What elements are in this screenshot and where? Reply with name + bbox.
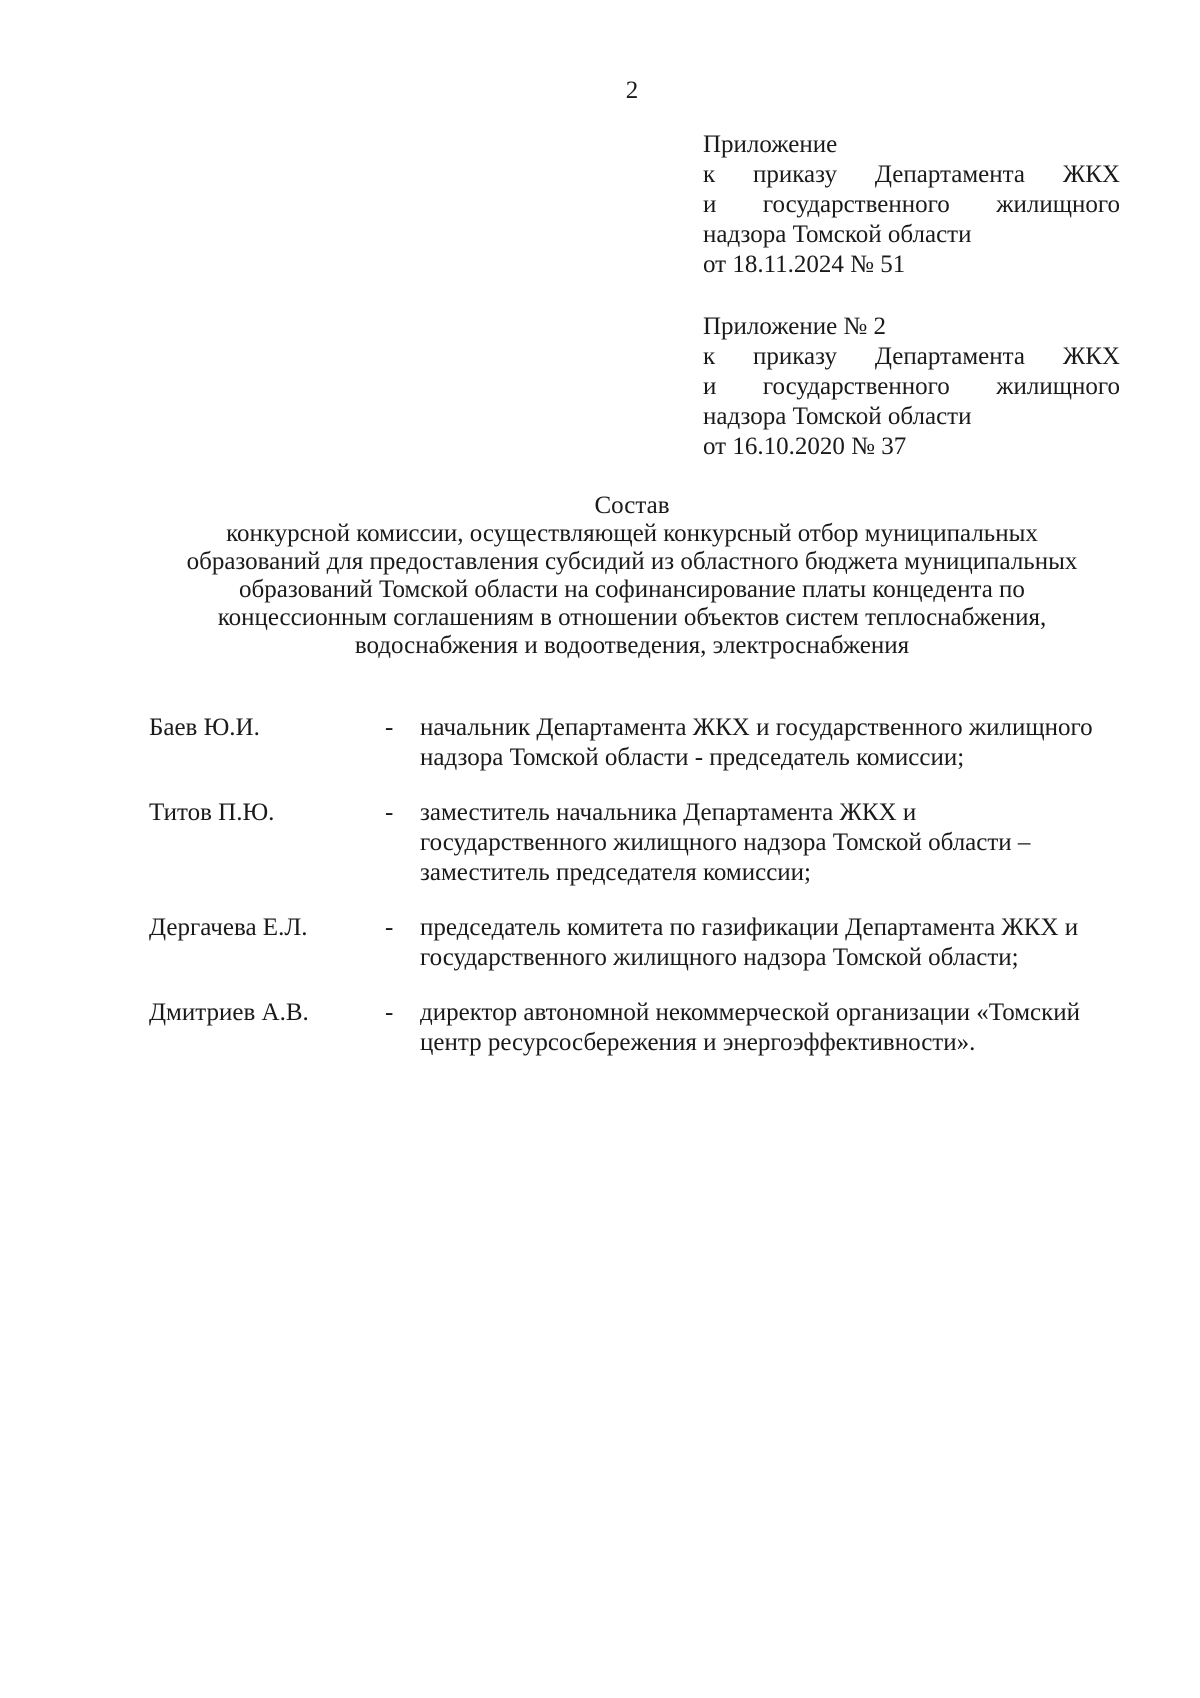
member-position: [420, 713, 1149, 773]
appendix-date-number: от 16.10.2020 № 37: [703, 433, 907, 460]
appendix-label: Приложение № 2: [703, 313, 887, 340]
appendix-block-current-order: [703, 130, 1120, 280]
appendix-word: Департамента: [874, 343, 1025, 370]
title-line: образований для предоставления субсидий из областного бюджета муниципальных: [186, 548, 1078, 575]
member-position: [420, 998, 1149, 1058]
member-position-line: заместитель начальника Департамента ЖКХ и: [420, 799, 917, 826]
appendix-organization-line: надзора Томской области: [703, 403, 972, 430]
member-name: Дергачева Е.Л.: [149, 914, 308, 941]
appendix-word: жилищного: [996, 191, 1120, 218]
appendix-word: и: [703, 373, 717, 400]
member-row: [149, 913, 1149, 973]
member-position: [420, 798, 1149, 888]
document-title: [100, 492, 1164, 660]
appendix-word: к: [703, 161, 716, 188]
member-name: Титов П.Ю.: [149, 799, 275, 826]
appendix-word: жилищного: [996, 373, 1120, 400]
appendix-word: государственного: [762, 373, 950, 400]
appendix-word: и: [703, 191, 717, 218]
member-row: [149, 998, 1149, 1058]
appendix-word: Департамента: [874, 161, 1025, 188]
commission-members-list: [149, 713, 1149, 1083]
member-position: [420, 913, 1149, 973]
title-line: концессионным соглашениям в отношении объектов систем теплоснабжения,: [217, 604, 1047, 631]
member-dash: -: [385, 999, 394, 1026]
appendix-order-line: [703, 190, 1120, 220]
title-heading: Состав: [594, 492, 670, 519]
member-position-line: государственного жилищного надзора Томской области –: [420, 829, 1031, 856]
appendix-word: приказу: [753, 343, 838, 370]
member-position-line: надзора Томской области - председатель комиссии;: [420, 744, 965, 771]
member-position-line: заместитель председателя комиссии;: [420, 859, 812, 886]
member-position-line: государственного жилищного надзора Томской области;: [420, 944, 1019, 971]
appendix-order-line: [703, 160, 1120, 190]
title-line: водоснабжения и водоотведения, электроснабжения: [354, 632, 910, 659]
title-line: конкурсной комиссии, осуществляющей конкурсный отбор муниципальных: [226, 520, 1038, 547]
page-number: 2: [625, 77, 639, 104]
appendix-label: Приложение: [703, 131, 838, 158]
member-position-line: центр ресурсосбережения и энергоэффективности».: [420, 1029, 976, 1056]
appendix-word: к: [703, 343, 716, 370]
member-dash: -: [385, 714, 394, 741]
member-name: Дмитриев А.В.: [149, 999, 309, 1026]
member-row: [149, 713, 1149, 773]
appendix-organization-line: надзора Томской области: [703, 221, 972, 248]
member-position-line: директор автономной некоммерческой организации «Томский: [420, 999, 1081, 1026]
appendix-word: ЖКХ: [1062, 343, 1120, 370]
member-dash: -: [385, 799, 394, 826]
member-position-line: начальник Департамента ЖКХ и государственного жилищного: [420, 714, 1093, 741]
member-row: [149, 798, 1149, 888]
appendix-date-number: от 18.11.2024 № 51: [703, 251, 906, 278]
appendix-word: ЖКХ: [1062, 161, 1120, 188]
appendix-word: государственного: [762, 191, 950, 218]
appendix-block-original-order: [703, 312, 1120, 462]
appendix-order-line: [703, 372, 1120, 402]
member-name: Баев Ю.И.: [149, 714, 260, 741]
member-dash: -: [385, 914, 394, 941]
title-line: образований Томской области на софинансирование платы концедента по: [239, 576, 1025, 603]
appendix-order-line: [703, 342, 1120, 372]
member-position-line: председатель комитета по газификации Департамента ЖКХ и: [420, 914, 1079, 941]
appendix-word: приказу: [753, 161, 838, 188]
